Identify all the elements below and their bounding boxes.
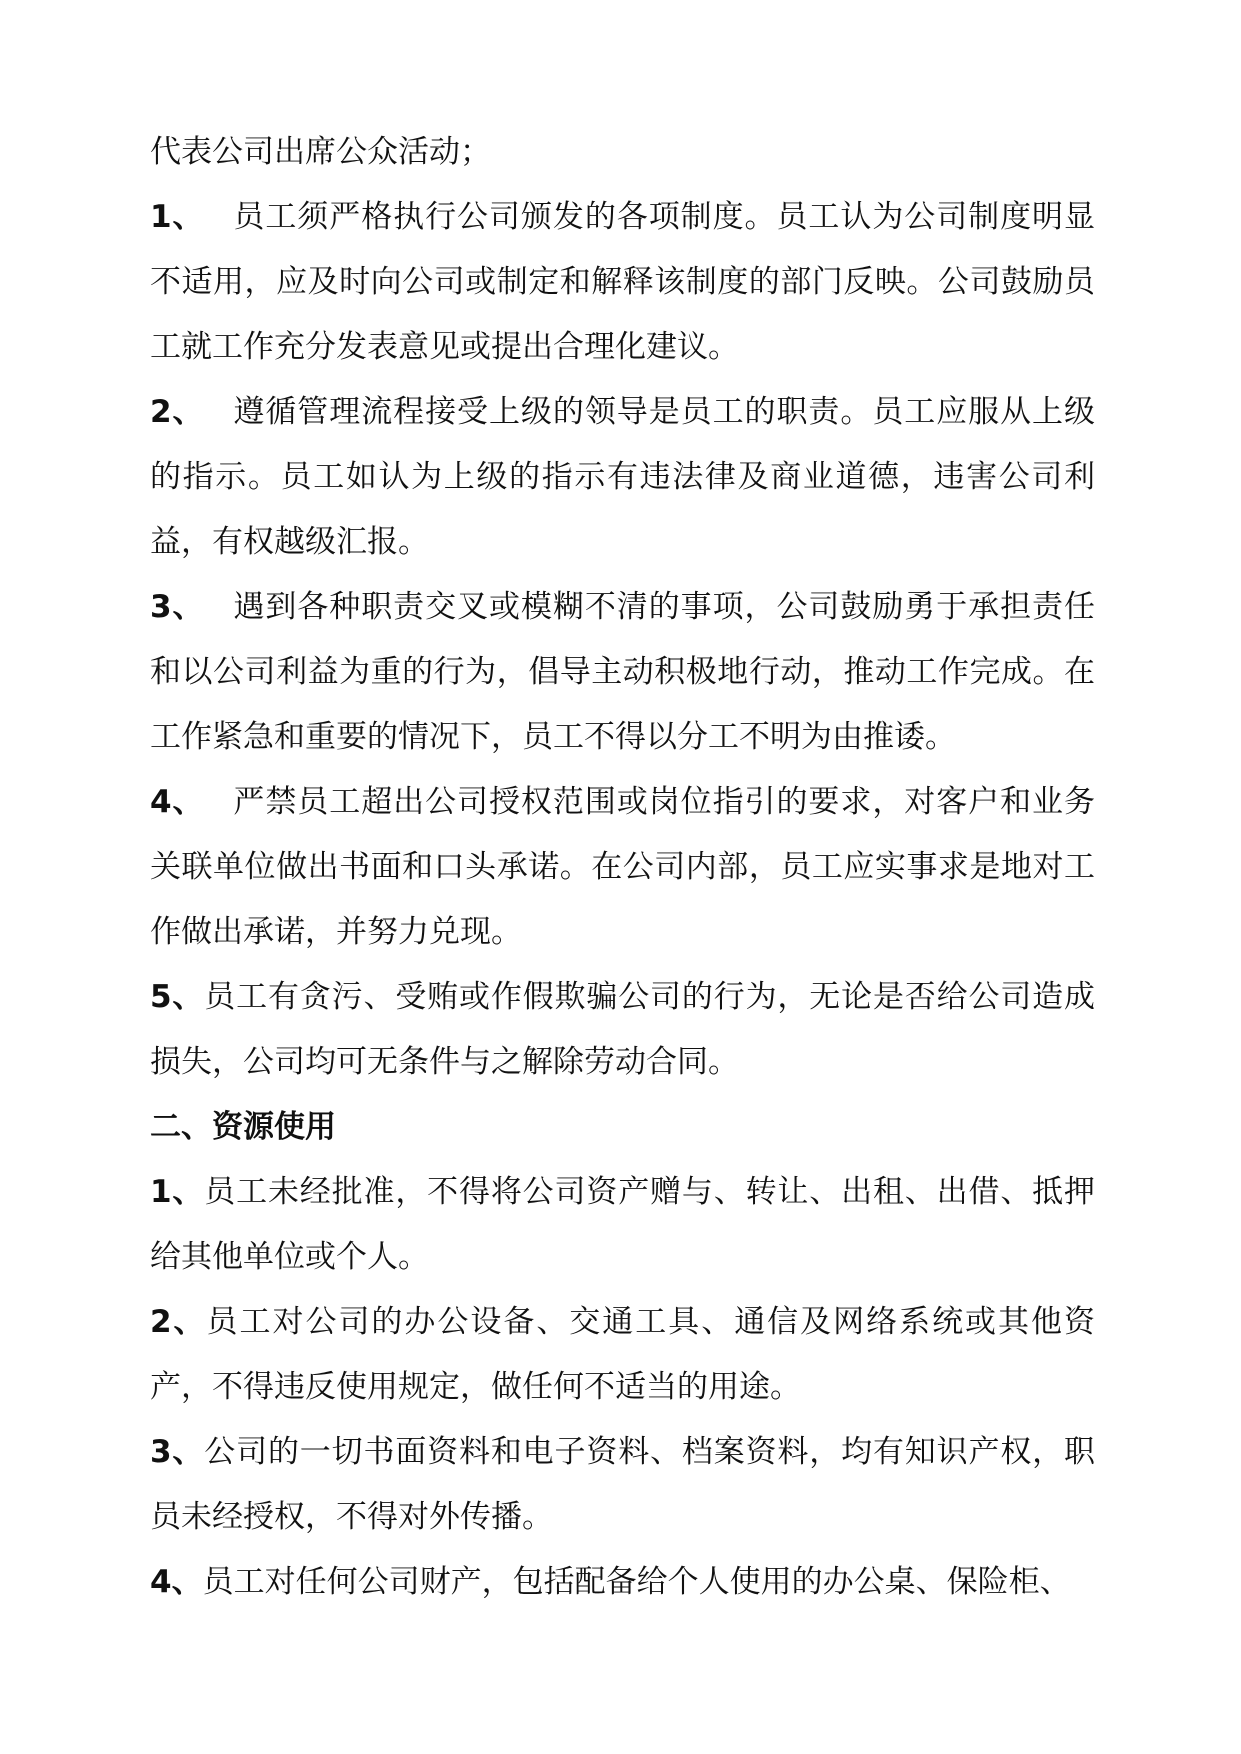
item-number: 4、 [150, 784, 205, 820]
section-heading-resource-use: 二、资源使用 [150, 1109, 336, 1145]
item-number: 3、 [150, 1434, 205, 1470]
paragraph-text: 员工对公司的办公设备、交通工具、通信及网络系统或其他资产，不得违反使用规定，做任何不适当的用途。 [150, 1304, 1095, 1405]
paragraph-text: 员工未经批准，不得将公司资产赠与、转让、出租、出借、抵押给其他单位或个人。 [150, 1174, 1096, 1275]
paragraph-text: 遇到各种职责交叉或模糊不清的事项，公司鼓励勇于承担责任和以公司利益为重的行为，倡导主动积极地行动，推动工作完成。在工作紧急和重要的情况下，员工不得以分工不明为由推诿。 [150, 589, 1095, 755]
paragraph-text: 员工须严格执行公司颁发的各项制度。员工认为公司制度明显不适用，应及时向公司或制定和解释该制度的部门反映。公司鼓励员工就工作充分发表意见或提出合理化建议。 [150, 199, 1095, 365]
paragraph-text: 员工对任何公司财产，包括配备给个人使用的办公桌、保险柜、 [202, 1564, 1071, 1600]
paragraph-text: 代表公司出席公众活动； [150, 134, 491, 170]
item-number: 1、 [150, 199, 205, 235]
item-number: 4、 [150, 1564, 203, 1600]
paragraph-resource-1 [150, 1160, 1095, 1290]
paragraph-resource-4 [150, 1550, 1095, 1615]
paragraph-text: 公司的一切书面资料和电子资料、档案资料，均有知识产权，职员未经授权，不得对外传播。 [150, 1434, 1096, 1535]
item-number: 5、 [150, 979, 205, 1015]
paragraph-text: 员工有贪污、受贿或作假欺骗公司的行为，无论是否给公司造成损失，公司均可无条件与之解除劳动合同。 [150, 979, 1096, 1080]
paragraph-0 [150, 120, 1095, 185]
paragraph-rule-1 [150, 185, 1095, 380]
document-body [150, 120, 1095, 1615]
paragraph-rule-2 [150, 380, 1095, 575]
item-number: 2、 [150, 394, 205, 430]
paragraph-rule-4 [150, 770, 1095, 965]
item-number: 2、 [150, 1304, 207, 1340]
item-number: 1、 [150, 1174, 205, 1210]
paragraph-rule-3 [150, 575, 1095, 770]
item-number: 3、 [150, 589, 205, 625]
paragraph-text: 遵循管理流程接受上级的领导是员工的职责。员工应服从上级的指示。员工如认为上级的指示有违法律及商业道德，违害公司利益，有权越级汇报。 [150, 394, 1095, 560]
paragraph-rule-5 [150, 965, 1095, 1095]
paragraph-text: 严禁员工超出公司授权范围或岗位指引的要求，对客户和业务关联单位做出书面和口头承诺。在公司内部，员工应实事求是地对工作做出承诺，并努力兑现。 [150, 784, 1095, 950]
paragraph-resource-3 [150, 1420, 1095, 1550]
paragraph-resource-2 [150, 1290, 1095, 1420]
